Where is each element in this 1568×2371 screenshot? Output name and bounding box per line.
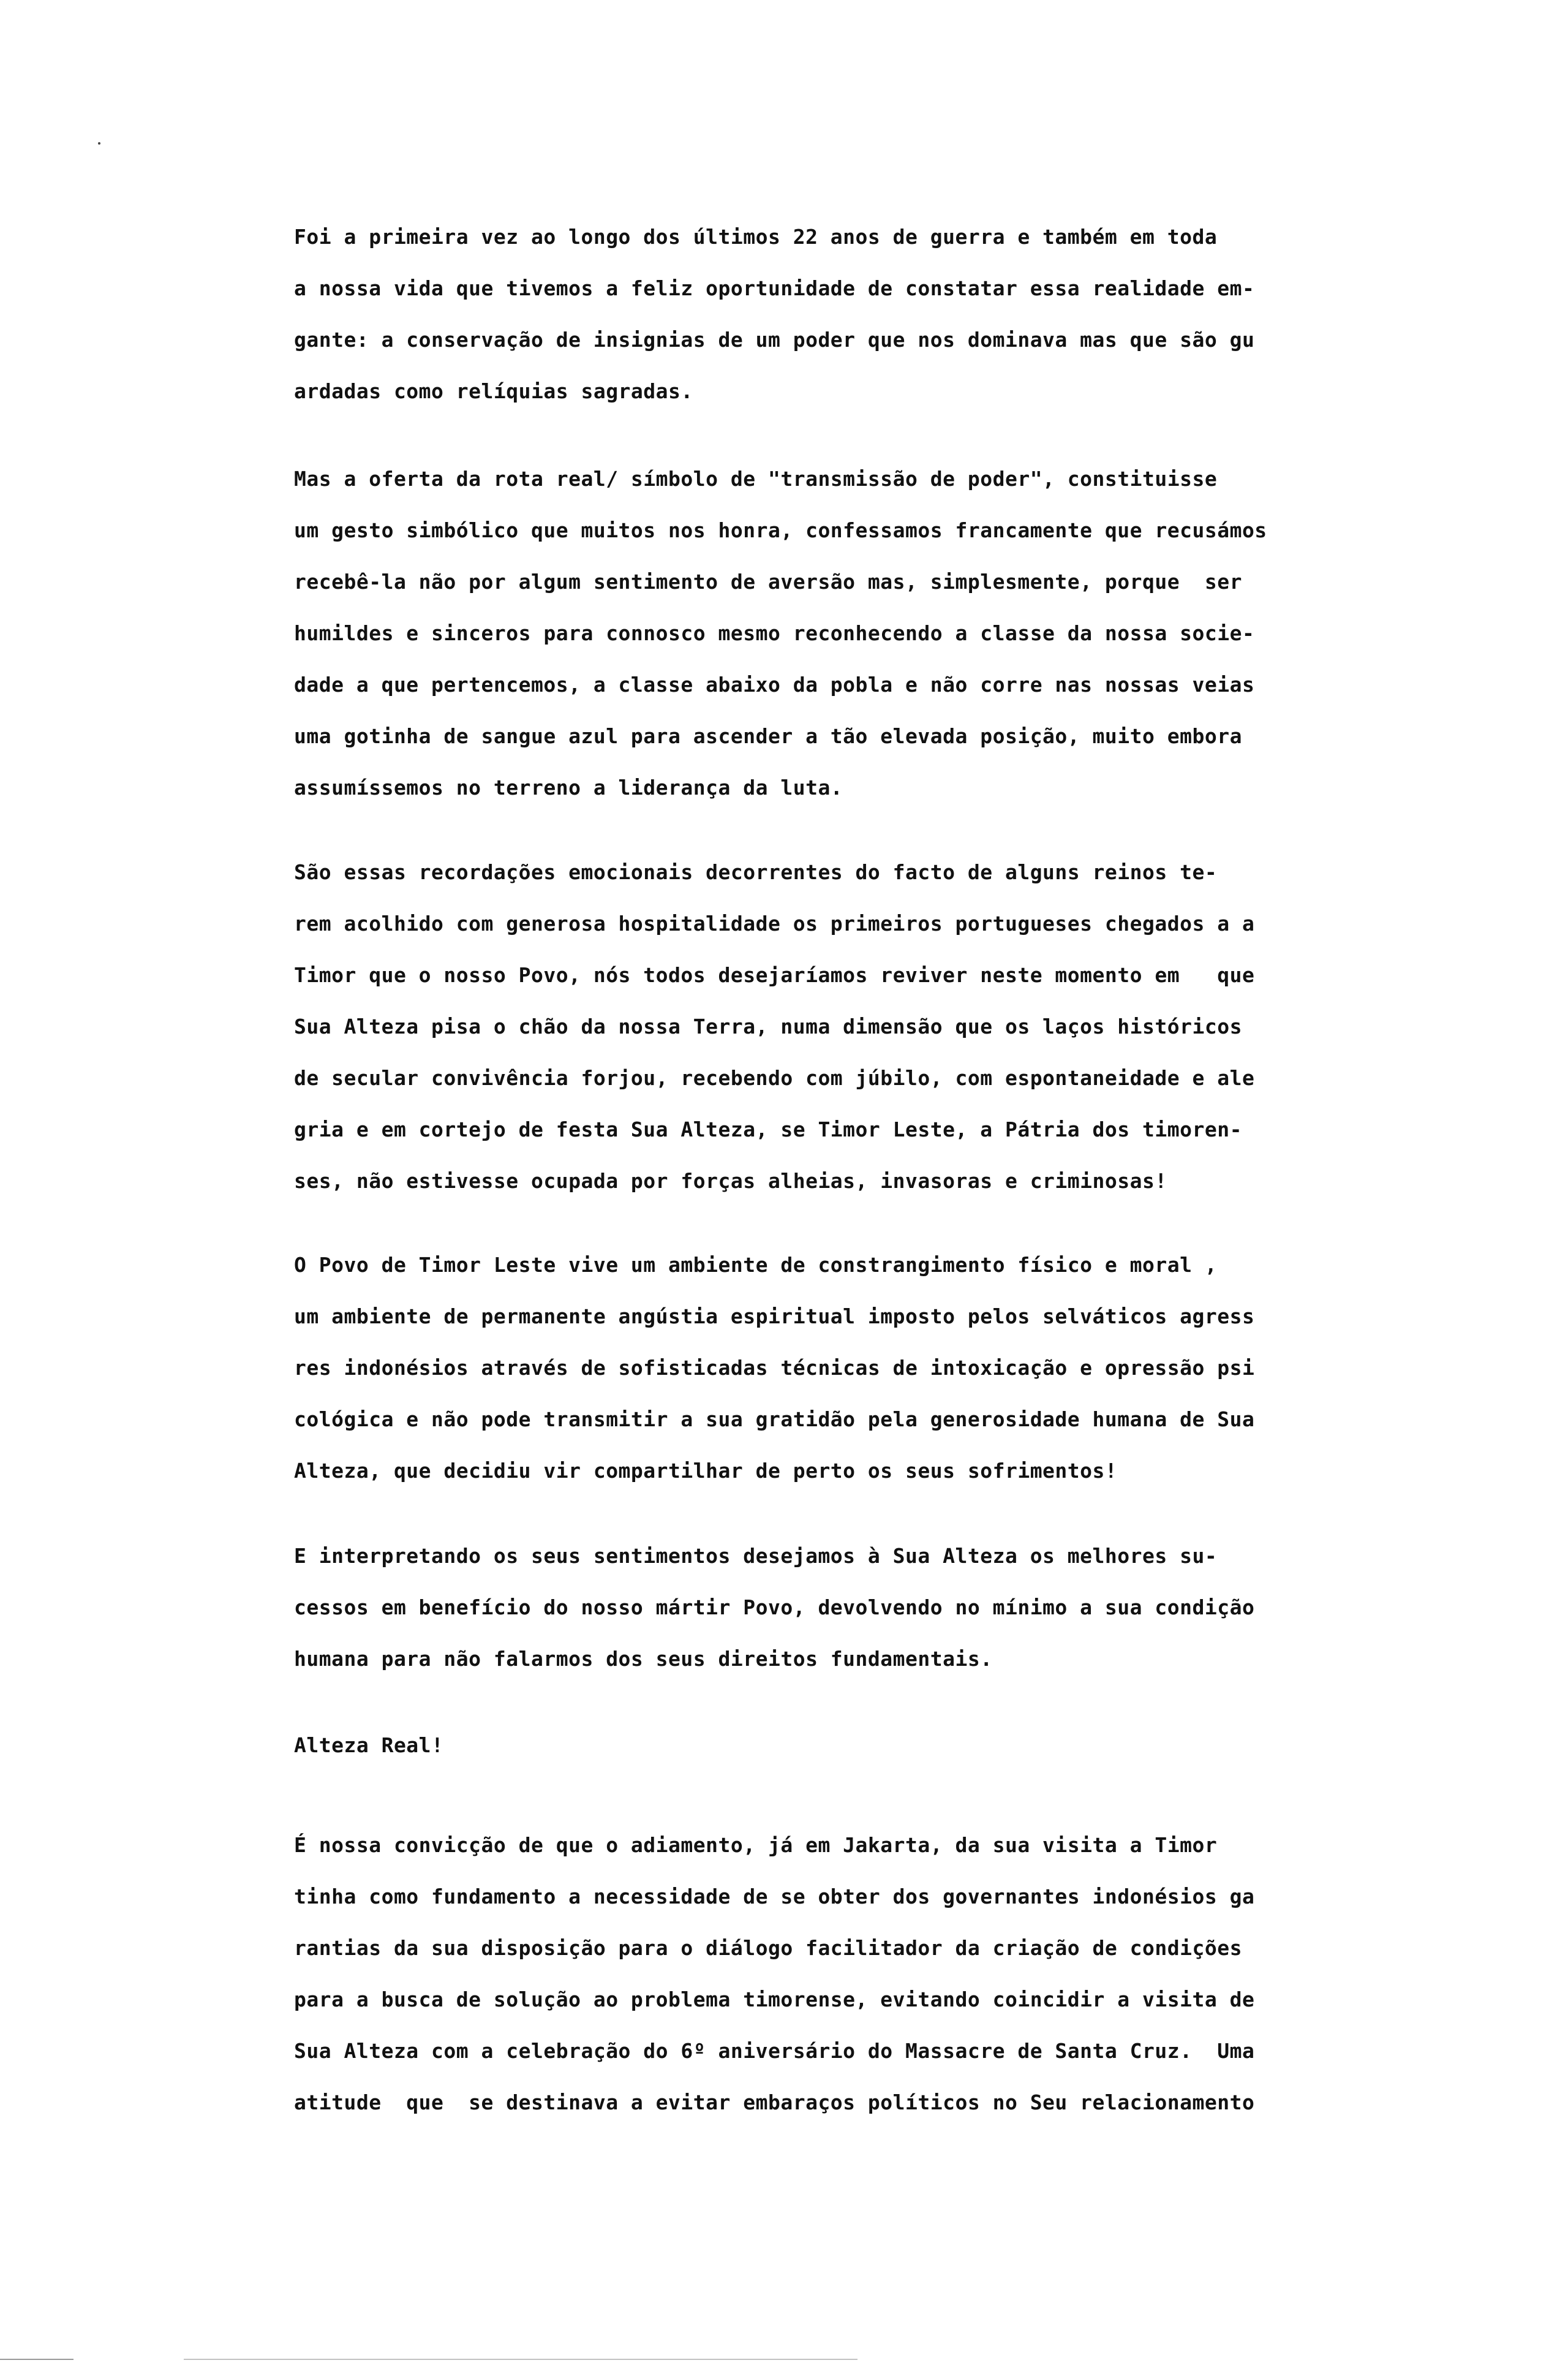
text-line: de secular convivência forjou, recebendo com júbilo, com espontaneidade e ale: [294, 1066, 1255, 1090]
scan-speck: [98, 142, 100, 145]
text-line: Sua Alteza pisa o chão da nossa Terra, numa dimensão que os laços históricos: [294, 1015, 1242, 1038]
text-line: gante: a conservação de insignias de um poder que nos dominava mas que são gu: [294, 328, 1255, 352]
text-line: a nossa vida que tivemos a feliz oportunidade de constatar essa realidade em-: [294, 276, 1255, 300]
text-line: Foi a primeira vez ao longo dos últimos 22 anos de guerra e também em toda: [294, 225, 1218, 249]
text-line: dade a que pertencemos, a classe abaixo da pobla e não corre nas nossas veias: [294, 673, 1255, 697]
text-line: E interpretando os seus sentimentos desejamos à Sua Alteza os melhores su-: [294, 1544, 1218, 1568]
text-line: ardadas como relíquias sagradas.: [294, 379, 693, 403]
text-line: Alteza, que decidiu vir compartilhar de perto os seus sofrimentos!: [294, 1459, 1118, 1483]
scan-edge-line: [0, 2359, 858, 2360]
text-line: Sua Alteza com a celebração do 6º aniversário do Massacre de Santa Cruz. Uma: [294, 2039, 1255, 2063]
paragraph: [294, 847, 1446, 1207]
text-line: Mas a oferta da rota real/ símbolo de "transmissão de poder", constituisse: [294, 467, 1218, 491]
text-line: atitude que se destinava a evitar embaraços políticos no Seu relacionamento: [294, 2090, 1255, 2114]
text-line: O Povo de Timor Leste vive um ambiente de constrangimento físico e moral ,: [294, 1253, 1218, 1277]
text-line: ses, não estivesse ocupada por forças alheias, invasoras e criminosas!: [294, 1169, 1167, 1193]
text-line: Alteza Real!: [294, 1733, 444, 1757]
text-line: É nossa convicção de que o adiamento, já em Jakarta, da sua visita a Timor: [294, 1833, 1218, 1857]
text-line: assumíssemos no terreno a liderança da luta.: [294, 776, 843, 800]
text-line: cológica e não pode transmitir a sua gratidão pela generosidade humana de Sua: [294, 1407, 1255, 1431]
text-line: tinha como fundamento a necessidade de se obter dos governantes indonésios ga: [294, 1885, 1255, 1908]
text-line: recebê-la não por algum sentimento de aversão mas, simplesmente, porque ser: [294, 570, 1242, 594]
paragraph: [294, 453, 1446, 814]
text-line: Timor que o nosso Povo, nós todos desejaríamos reviver neste momento em que: [294, 963, 1255, 987]
text-line: para a busca de solução ao problema timorense, evitando coincidir a visita de: [294, 1987, 1255, 2011]
text-line: um ambiente de permanente angústia espiritual imposto pelos selváticos agress: [294, 1304, 1255, 1328]
paragraph: [294, 1239, 1446, 1497]
text-line: rem acolhido com generosa hospitalidade os primeiros portugueses chegados a a: [294, 912, 1255, 936]
text-line: São essas recordações emocionais decorrentes do facto de alguns reinos te-: [294, 860, 1218, 884]
text-line: cessos em benefício do nosso mártir Povo, devolvendo no mínimo a sua condição: [294, 1595, 1255, 1619]
text-line: gria e em cortejo de festa Sua Alteza, se Timor Leste, a Pátria dos timoren-: [294, 1117, 1242, 1141]
text-line: humana para não falarmos dos seus direitos fundamentais.: [294, 1647, 993, 1671]
salutation: [294, 1720, 1446, 1771]
paragraph: [294, 1820, 1446, 2128]
paragraph: [294, 211, 1446, 417]
paragraph: [294, 1530, 1446, 1685]
text-line: rantias da sua disposição para o diálogo facilitador da criação de condições: [294, 1936, 1242, 1960]
text-line: um gesto simbólico que muitos nos honra, confessamos francamente que recusámos: [294, 518, 1267, 542]
text-line: res indonésios através de sofisticadas técnicas de intoxicação e opressão psi: [294, 1356, 1255, 1380]
text-line: humildes e sinceros para connosco mesmo reconhecendo a classe da nossa socie-: [294, 621, 1255, 645]
text-line: uma gotinha de sangue azul para ascender a tão elevada posição, muito embora: [294, 724, 1242, 748]
